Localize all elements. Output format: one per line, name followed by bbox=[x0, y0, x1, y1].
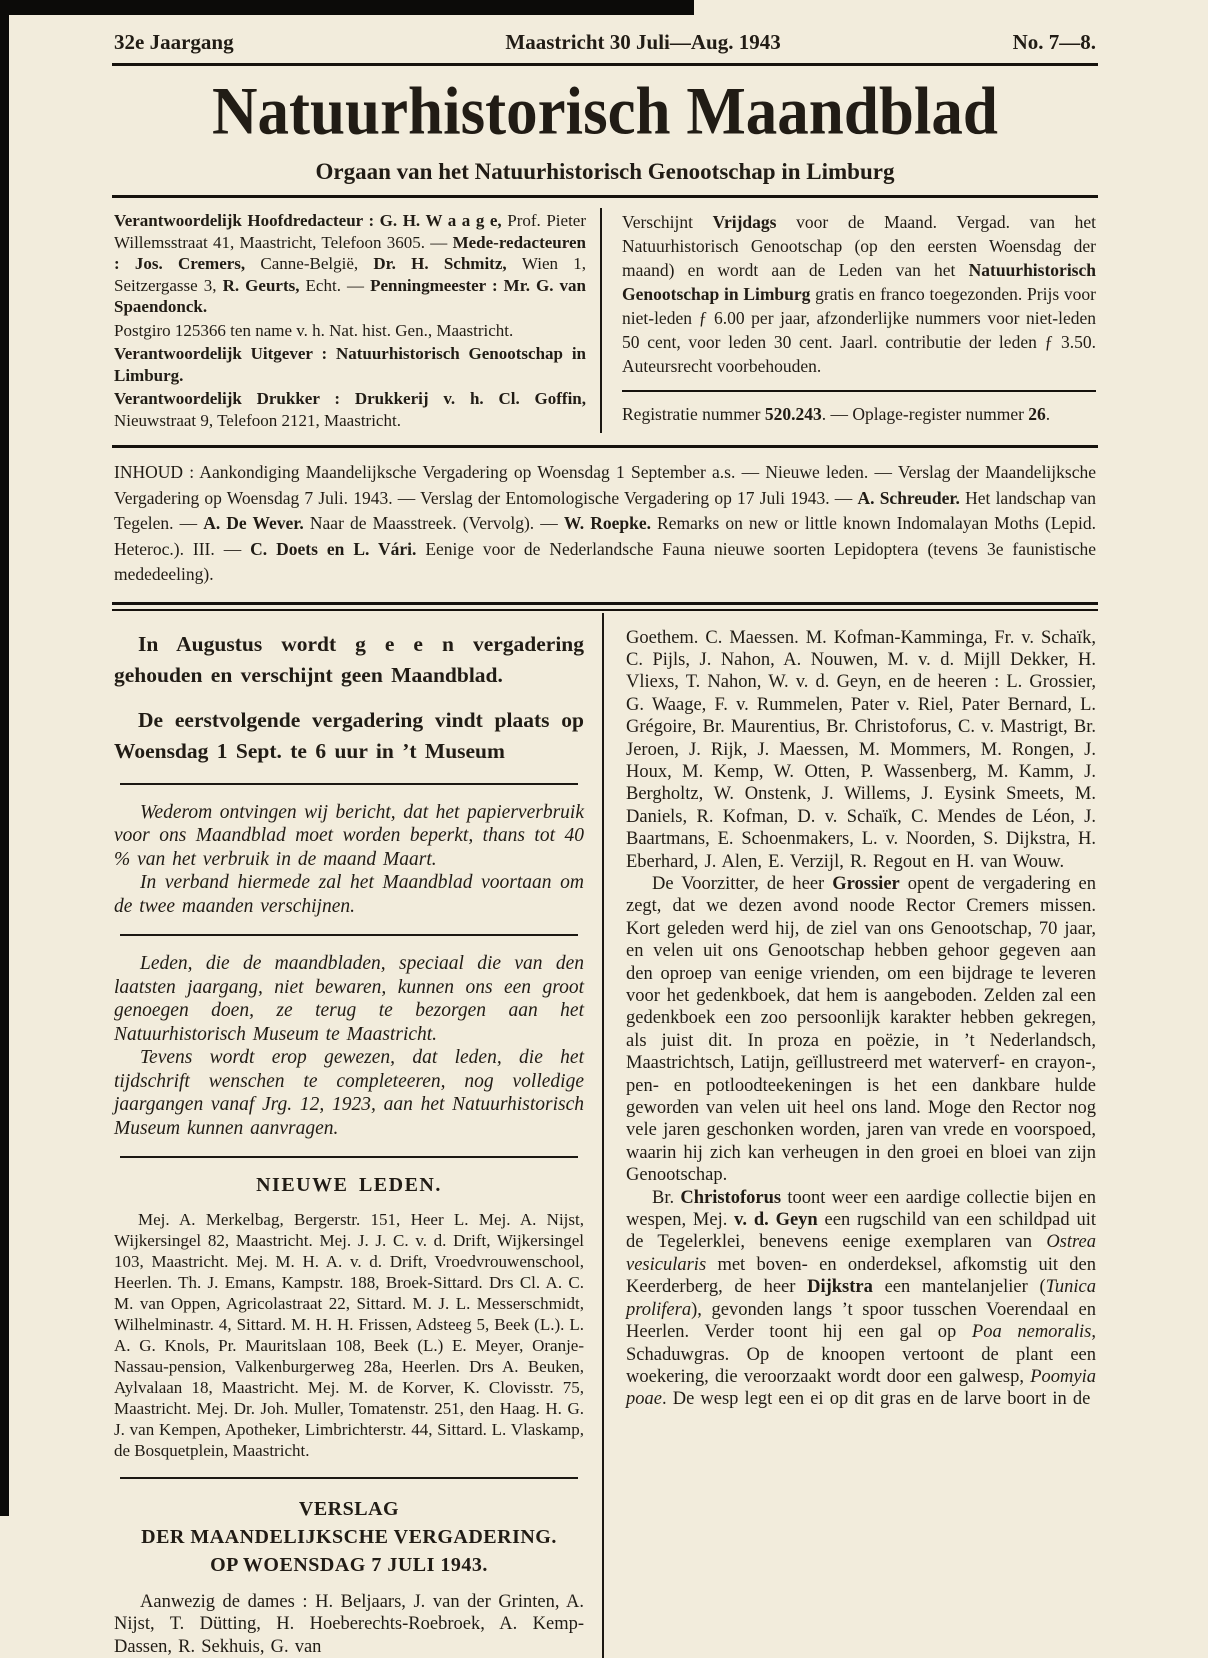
attendees-paragraph-start: Aanwezig de dames : H. Beljaars, J. van der Grinten, A. Nijst, T. Dütting, H. Hoeberechts-Roebroek, A. Kemp-Dassen, R. Sekhuis, G. van bbox=[114, 1591, 584, 1658]
registration-rule bbox=[622, 390, 1096, 392]
issue-header bbox=[112, 26, 1098, 63]
colophon-postgiro-paragraph: Postgiro 125366 ten name v. h. Nat. hist. Gen., Maastricht. bbox=[114, 320, 586, 342]
masthead-subtitle: Orgaan van het Natuurhistorisch Genootschap in Limburg bbox=[112, 159, 1098, 185]
colophon-subscription bbox=[602, 208, 1098, 433]
meeting-report-heading-line2: DER MAANDELIJKSCHE VERGADERING. bbox=[114, 1523, 584, 1551]
section-rule bbox=[120, 783, 578, 785]
issue-number: No. 7—8. bbox=[1013, 30, 1096, 55]
issue-date: Maastricht 30 Juli—Aug. 1943 bbox=[505, 30, 780, 55]
colophon-printer-paragraph: Verantwoordelijk Drukker : Drukkerij v. h. Cl. Goffin, Nieuwstraat 9, Telefoon 2121, Maastricht. bbox=[114, 388, 586, 431]
august-announcement: In Augustus wordt g e e n vergadering gehouden en verschijnt geen Maandblad. bbox=[114, 629, 584, 691]
right-column bbox=[604, 613, 1098, 1658]
return-issues-notice: Leden, die de maandbladen, speciaal die van den laatsten jaargang, niet bewaren, kunnen ons een groot genoegen doen, ze terug te bezorgen aan het Natuurhistorisch Museum te Maastricht. bbox=[114, 952, 584, 1046]
masthead-title: Natuurhistorisch Maandblad bbox=[112, 72, 1098, 151]
section-rule bbox=[120, 1477, 578, 1479]
section-rule bbox=[120, 934, 578, 936]
page-content bbox=[112, 26, 1098, 1658]
registration-line: Registratie nummer 520.243. — Oplage-register nummer 26. bbox=[622, 402, 1096, 426]
new-members-heading: NIEUWE LEDEN. bbox=[114, 1174, 584, 1197]
meeting-report-heading bbox=[114, 1495, 584, 1579]
bimonthly-notice: In verband hiermede zal het Maandblad voortaan om de twee maanden verschijnen. bbox=[114, 871, 584, 918]
scan-edge-top bbox=[0, 0, 694, 15]
header-rule bbox=[112, 63, 1098, 66]
meeting-report-heading-line3: OP WOENSDAG 7 JULI 1943. bbox=[114, 1551, 584, 1579]
left-column bbox=[112, 613, 604, 1658]
next-meeting-announcement: De eerstvolgende vergadering vindt plaats op Woensdag 1 Sept. te 6 uur in ’t Museum bbox=[114, 705, 584, 767]
contents-rule bbox=[112, 602, 1098, 611]
colophon-publisher-paragraph: Verantwoordelijk Uitgever : Natuurhistorisch Genootschap in Limburg. bbox=[114, 343, 586, 386]
new-members-list: Mej. A. Merkelbag, Bergerstr. 151, Heer L. Mej. A. Nijst, Wijkersingel 82, Maastricht. Mej. J. J. C. v. d. Drift, Wijkersingel 103, Maastricht. Mej. M. H. A. v. d. Drift, Vroedvrouwenschool, Heerlen. Th. J. Emans, Kampstr. 188, Broek-Sittard. Drs Cl. A. C. M. van Oppen, Agricolastraat 22, Sittard. M. J. L. Messerschmidt, Wilhelminastr. 4, Sittard. M. H. H. Frissen, Adsteeg 5, Beek (L.). L. A. G. Knols, Pr. Mauritslaan 108, Beek (L.) E. Meyer, Oranje-Nassau-pension, Valkenburgerweg 28a, Heerlen. Drs A. Beuken, Aylvalaan 18, Maastricht. Mej. M. de Korver, K. Clovisstr. 75, Maastricht. Mej. Dr. Joh. Muller, Tomatenstr. 251, den Haag. H. G. J. van Kempen, Apotheker, Limbrichterstr. 44, Sittard. L. Vlaskamp, de Bosquetplein, Maastricht. bbox=[114, 1209, 584, 1461]
attendees-paragraph-continued: Goethem. C. Maessen. M. Kofman-Kamminga, Fr. v. Schaïk, C. Pijls, J. Nahon, A. Nouwen, M. v. d. Mijll Dekker, H. Vliexs, T. Nahon, W. v. d. Geyn, en de heeren : L. Grossier, G. Waage, F. v. Rummelen, Pater v. Riel, Pater Bernard, L. Grégoire, Br. Maurentius, Br. Christoforus, C. v. Mastrigt, Br. Jeroen, J. Rijk, J. Maessen, M. Mommers, M. Rongen, J. Houx, M. Kemp, W. Otten, P. Wassenberg, M. Kamm, J. Bergholtz, W. Onstenk, J. Willems, J. Eysink Smeets, M. Daniels, R. Kofman, D. v. Schaïk, C. Mendes de Léon, J. Baartmans, E. Schoenmakers, L. v. Noorden, S. Dijkstra, H. Eberhard, J. Alen, E. Verzijl, R. Regout en H. van Wouw. bbox=[626, 627, 1096, 873]
meeting-report-heading-line1: VERSLAG bbox=[114, 1495, 584, 1523]
chairman-paragraph: De Voorzitter, de heer Grossier opent de vergadering en zegt, dat we dezen avond noode Rector Cremers missen. Kort geleden werd hij, de ziel van ons Genootschap, 70 jaar, en velen uit ons Genootschap hebben gehoor gegeven aan den oproep van eenige vrienden, om een bijdrage te leveren voor het gedenkboek, dat hem is aangeboden. Zelden zal een gedenkboek een zoo persoonlijk karakter hebben gekregen, als juist dit. In proza en poëzie, in ’t Nederlandsch, Maastrichtsch, Latijn, geïllustreerd met waterverf- en crayon-, pen- en potloodteekeningen is het een dankbare hulde geworden van velen uit heel ons land. Moge den Rector nog vele jaren geschonken worden, jaren van vrede en voorspoed, waarin hij zich kan verheugen in den groei en bloei van zijn Genootschap. bbox=[626, 873, 1096, 1187]
colophon bbox=[112, 198, 1098, 445]
complete-volumes-notice: Tevens wordt erop gewezen, dat leden, die het tijdschrift wenschen te completeeren, nog volledige jaargangen vanaf Jrg. 12, 1923, aan het Natuurhistorisch Museum kunnen aanvragen. bbox=[114, 1046, 584, 1140]
colophon-editor-paragraph: Verantwoordelijk Hoofdredacteur : G. H. W a a g e, Prof. Pieter Willemsstraat 41, Maastricht, Telefoon 3605. — Mede-redacteuren : Jos. Cremers, Canne-België, Dr. H. Schmitz, Wien 1, Seitzergasse 3, R. Geurts, Echt. — Penningmeester : Mr. G. van Spaendonck. bbox=[114, 210, 586, 318]
volume-label: 32e Jaargang bbox=[114, 30, 234, 55]
scan-edge-left bbox=[0, 0, 9, 1516]
colophon-subscription-paragraph: Verschijnt Vrijdags voor de Maand. Vergad. van het Natuurhistorisch Genootschap (op den eersten Woensdag der maand) en wordt aan de Leden van het Natuurhistorisch Genootschap in Limburg gratis en franco toegezonden. Prijs voor niet-leden ƒ 6.00 per jaar, afzonderlijke nummers voor niet-leden 50 cent, voor leden 30 cent. Jaarl. contributie der leden ƒ 3.50. Auteursrecht voorbehouden. bbox=[622, 210, 1096, 378]
table-of-contents: INHOUD : Aankondiging Maandelijksche Vergadering op Woensdag 1 September a.s. — Nieuwe leden. — Verslag der Maandelijksche Vergadering op Woensdag 7 Juli. 1943. — Verslag der Entomologische Vergadering op 17 Juli 1943. — A. Schreuder. Het landschap van Tegelen. — A. De Wever. Naar de Maasstreek. (Vervolg). — W. Roepke. Remarks on new or little known Indomalayan Moths (Lepid. Heteroc.). III. — C. Doets en L. Vári. Eenige voor de Nederlandsche Fauna nieuwe soorten Lepidoptera (tevens 3e faunistische mededeeling). bbox=[112, 448, 1098, 602]
section-rule bbox=[120, 1156, 578, 1158]
article-columns bbox=[112, 613, 1098, 1658]
colophon-editors bbox=[112, 208, 602, 433]
paper-restriction-notice: Wederom ontvingen wij bericht, dat het papierverbruik voor ons Maandblad moet worden beperkt, thans tot 40 % van het verbruik in de maand Maart. bbox=[114, 801, 584, 872]
specimens-paragraph: Br. Christoforus toont weer een aardige collectie bijen en wespen, Mej. v. d. Geyn een rugschild van een schildpad uit de Tegelerklei, benevens eenige exemplaren van Ostrea vesicularis met boven- en onderdeksel, afkomstig uit den Keerderberg, de heer Dijkstra een mantelanjelier (Tunica prolifera), gevonden langs ’t spoor tusschen Voerendaal en Heerlen. Verder toont hij een gal op Poa nemoralis, Schaduwgras. Op de knoopen vertoont de plant een woekering, die veroorzaakt wordt door een galwesp, Poomyia poae. De wesp legt een ei op dit gras en de larve boort in de bbox=[626, 1187, 1096, 1411]
